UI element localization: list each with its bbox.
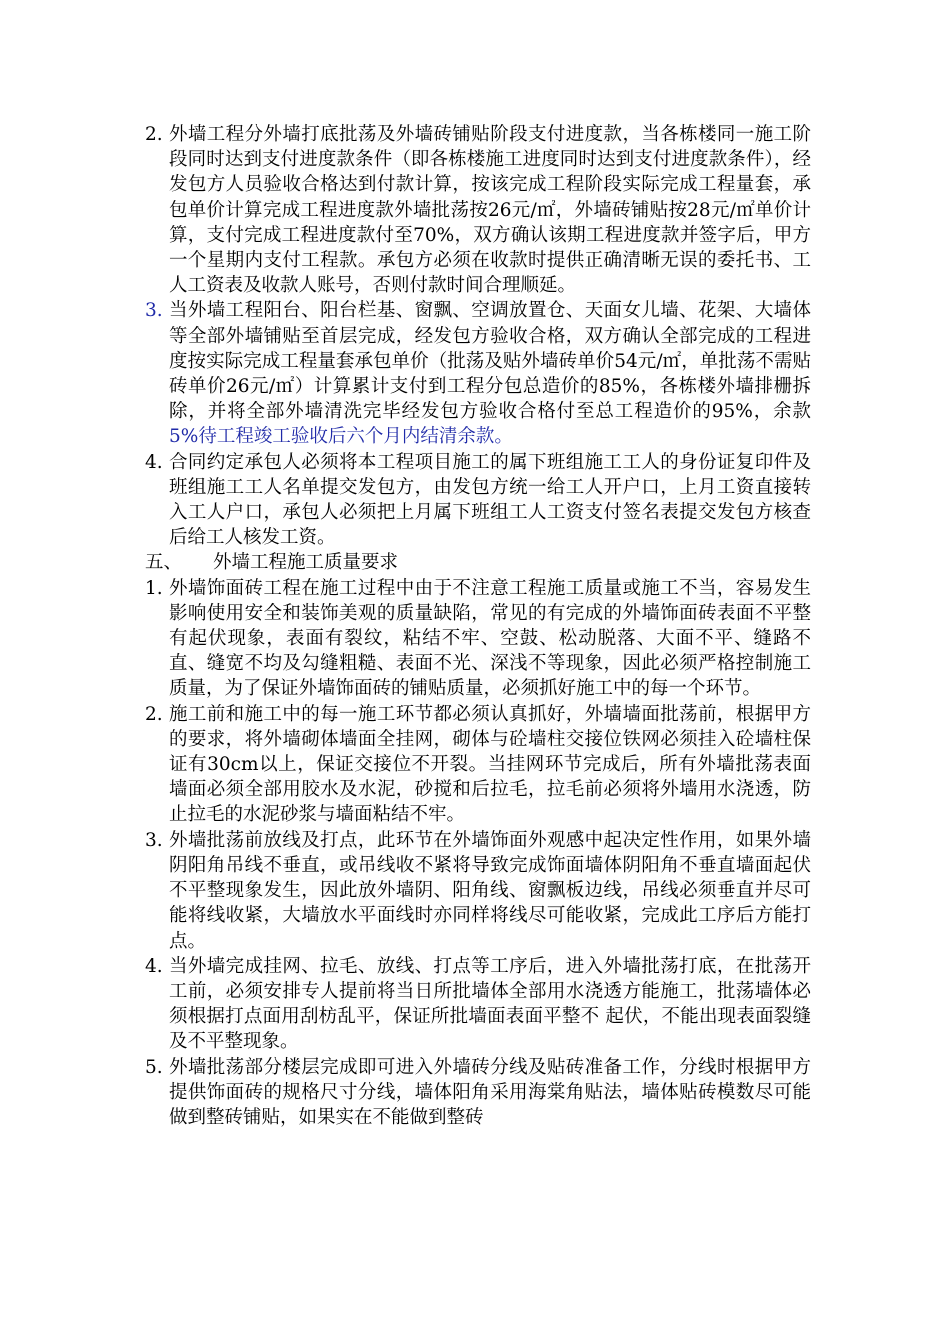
quality-item-4: [145, 954, 811, 1055]
quality-item-5: [145, 1055, 811, 1131]
item-text-highlight: 5%待工程竣工验收后六个月内结清余款。: [169, 426, 513, 448]
item-number: 5.: [145, 1056, 163, 1078]
item-number: 2.: [145, 124, 163, 145]
item-text: 当外墙工程阳台、阳台栏基、窗飘、空调放置仓、天面女儿墙、花架、大墙体等全部外墙铺贴至首层完成，经发包方验收合格，双方确认全部完成的工程进度按实际完成工程量套承包单价（批荡及贴外墙砖单价54元/㎡，单批荡不需贴砖单价26元/㎡）计算累计支付到工程分包总造价的85%，各栋楼外墙排栅拆除，并将全部外墙清洗完毕经发包方验收合格付至总工程造价的95%，余款: [169, 300, 811, 423]
payment-item-2: [145, 122, 811, 298]
item-number: 4.: [145, 955, 163, 977]
item-number: 4.: [145, 451, 163, 473]
item-text: 外墙工程分外墙打底批荡及外墙砖铺贴阶段支付进度款，当各栋楼同一施工阶段同时达到支付进度款条件（即各栋楼施工进度同时达到支付进度款条件），经发包方人员验收合格达到付款计算，按该完成工程阶段实际完成工程量套，承包单价计算完成工程进度款外墙批荡按26元/㎡，外墙砖铺贴按28元/㎡单价计算，支付完成工程进度款付至70%，双方确认该期工程进度款并签字后，甲方一个星期内支付工程款。承包方必须在收款时提供正确清晰无误的委托书、工人工资表及收款人账号，否则付款时间合理顺延。: [169, 124, 811, 297]
item-number: 2.: [145, 703, 163, 725]
item-text: 施工前和施工中的每一施工环节都必须认真抓好，外墙墙面批荡前，根据甲方的要求，将外墙砌体墙面全挂网，砌体与砼墙柱交接位铁网必须挂入砼墙柱保证有30cm以上，保证交接位不开裂。当挂网环节完成后，所有外墙批荡表面墙面必须全部用胶水及水泥，砂搅和后拉毛，拉毛前必须将外墙用水浇透，防止拉毛的水泥砂浆与墙面粘结不牢。: [169, 703, 811, 826]
document-page: [145, 122, 811, 1130]
item-text: 当外墙完成挂网、拉毛、放线、打点等工序后，进入外墙批荡打底，在批荡开工前，必须安排专人提前将当日所批墙体全部用水浇透方能施工，批荡墙体必须根据打点面用刮枋乱平，保证所批墙面表面平整不 起伏，不能出现表面裂缝及不平整现象。: [169, 955, 811, 1053]
quality-item-1: [145, 576, 811, 702]
item-text: 外墙批荡部分楼层完成即可进入外墙砖分线及贴砖准备工作，分线时根据甲方提供饰面砖的规格尺寸分线，墙体阳角采用海棠角贴法，墙体贴砖模数尽可能做到整砖铺贴，如果实在不能做到整砖: [169, 1056, 811, 1128]
item-number: 3.: [145, 829, 163, 851]
item-number: 1.: [145, 577, 163, 599]
quality-item-3: [145, 828, 811, 954]
item-text: 外墙饰面砖工程在施工过程中由于不注意工程施工质量或施工不当，容易发生影响使用安全和装饰美观的质量缺陷，常见的有完成的外墙饰面砖表面不平整有起伏现象，表面有裂纹，粘结不牢、空鼓、松动脱落、大面不平、缝路不直、缝宽不均及勾缝粗糙、表面不光、深浅不等现象，因此必须严格控制施工质量，为了保证外墙饰面砖的铺贴质量，必须抓好施工中的每一个环节。: [169, 577, 811, 700]
item-number: 3.: [145, 300, 163, 322]
section-heading: [145, 550, 811, 575]
payment-item-4: [145, 450, 811, 551]
item-text-wrapper: [169, 298, 811, 449]
payment-item-3: [145, 298, 811, 449]
item-text: 合同约定承包人必须将本工程项目施工的属下班组施工工人的身份证复印件及班组施工工人名单提交发包方，由发包方统一给工人开户口，上月工资直接转入工人户口，承包人必须把上月属下班组工人工资支付签名表提交发包方核查后给工人核发工资。: [169, 451, 811, 549]
section-title: 外墙工程施工质量要求: [213, 552, 399, 574]
quality-item-2: [145, 702, 811, 828]
item-text: 外墙批荡前放线及打点，此环节在外墙饰面外观感中起决定性作用，如果外墙阴阳角吊线不垂直，或吊线收不紧将导致完成饰面墙体阴阳角不垂直墙面起伏不平整现象发生，因此放外墙阴、阳角线、窗飘板边线，吊线必须垂直并尽可能将线收紧，大墙放水平面线时亦同样将线尽可能收紧，完成此工序后方能打点。: [169, 829, 811, 952]
section-number: 五、: [145, 552, 183, 574]
